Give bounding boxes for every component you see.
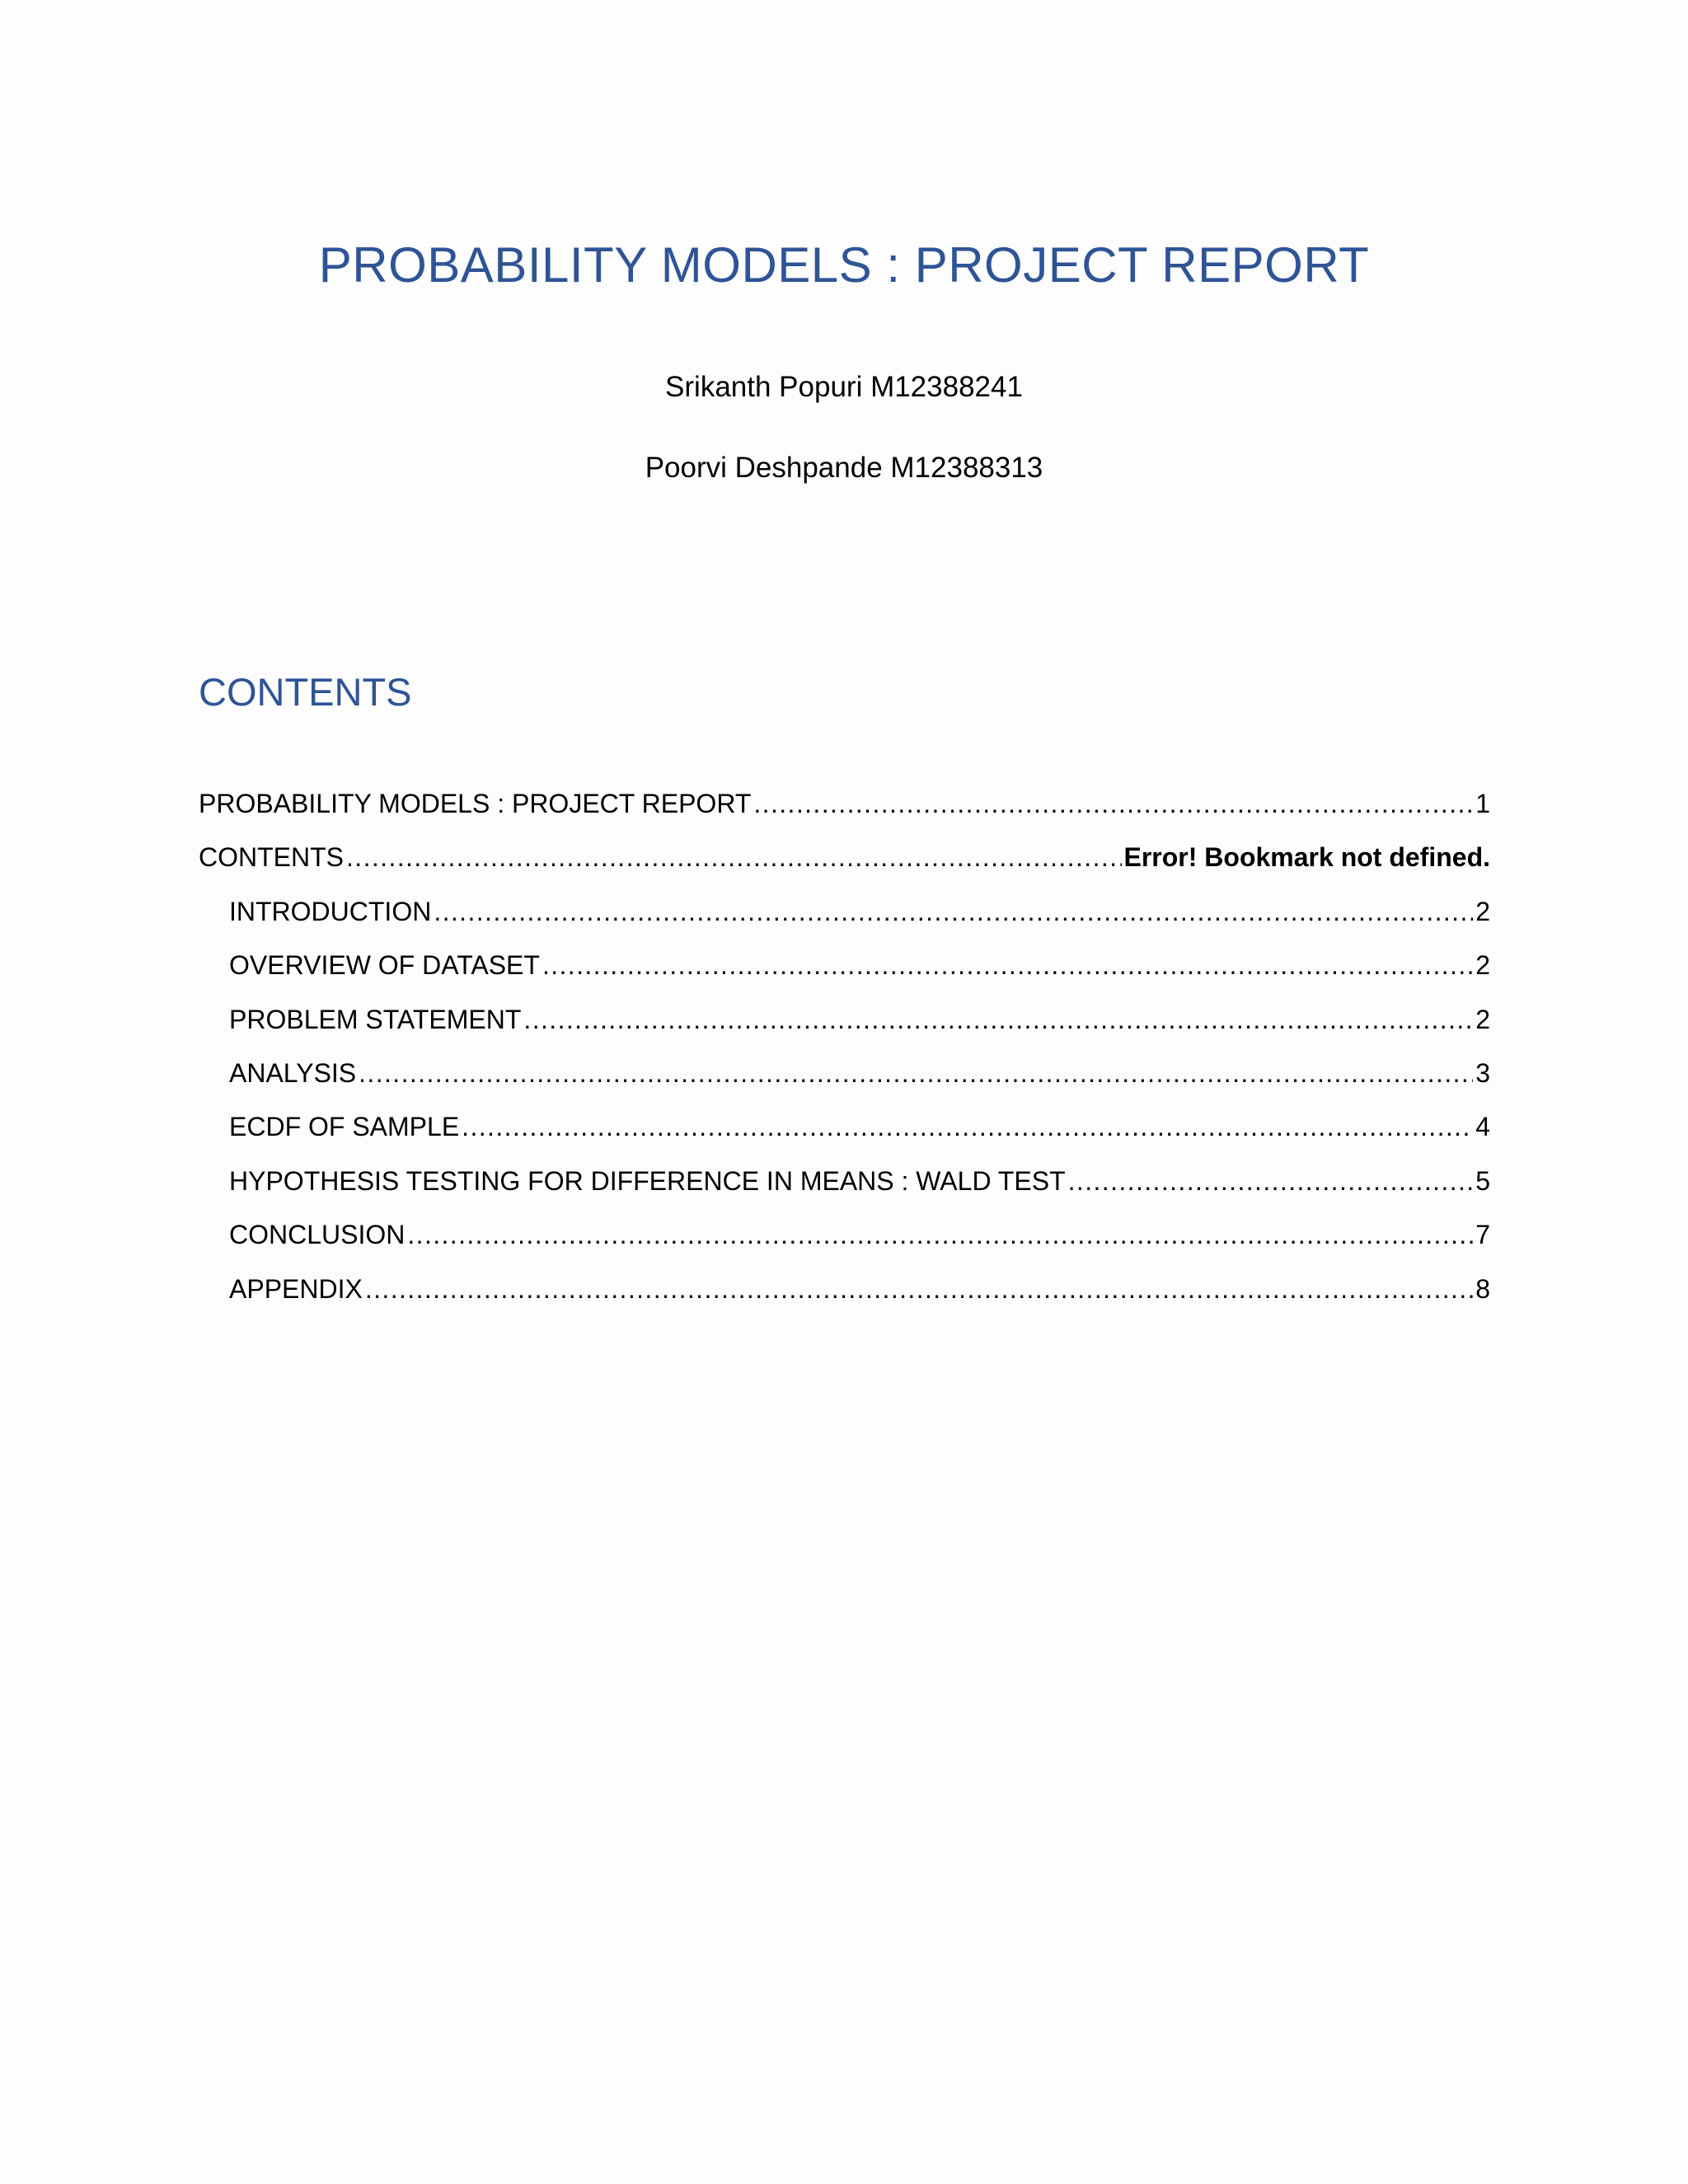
toc-dot-leader: [434, 895, 1473, 928]
table-of-contents: [199, 787, 1490, 1326]
toc-entry-label: PROBABILITY MODELS : PROJECT REPORT: [199, 789, 752, 818]
author-line-2: Poorvi Deshpande M12388313: [645, 452, 1043, 484]
toc-entry-appendix[interactable]: [199, 1272, 1490, 1326]
toc-entry-introduction[interactable]: [199, 895, 1490, 949]
toc-page-number: 4: [1475, 1112, 1490, 1142]
document-title: PROBABILITY MODELS : PROJECT REPORT: [318, 237, 1370, 293]
toc-page-number: 2: [1475, 950, 1490, 981]
toc-dot-leader: [359, 1057, 1473, 1090]
toc-entry-ecdf-of-sample[interactable]: [199, 1110, 1490, 1164]
toc-entry-label: CONTENTS: [199, 842, 344, 873]
toc-dot-leader: [542, 949, 1473, 982]
toc-entry-label: ANALYSIS: [229, 1057, 357, 1088]
toc-entry-label: HYPOTHESIS TESTING FOR DIFFERENCE IN MEANS : WALD TEST: [229, 1165, 1066, 1196]
toc-entry-label: INTRODUCTION: [229, 896, 432, 926]
toc-dot-leader: [753, 787, 1473, 820]
toc-entry-overview-of-dataset[interactable]: [199, 949, 1490, 1002]
toc-page-number: 2: [1475, 1004, 1490, 1034]
toc-entry-analysis[interactable]: [199, 1057, 1490, 1110]
toc-page-number: 7: [1475, 1220, 1490, 1250]
toc-entry-problem-statement[interactable]: [199, 1003, 1490, 1057]
toc-entry-conclusion[interactable]: [199, 1218, 1490, 1272]
toc-entry-label: PROBLEM STATEMENT: [229, 1004, 522, 1034]
toc-dot-leader: [523, 1003, 1473, 1036]
toc-entry-contents[interactable]: [199, 841, 1490, 894]
toc-dot-leader: [462, 1110, 1473, 1143]
author-line-1: Srikanth Popuri M12388241: [665, 371, 1023, 403]
toc-entry-label: ECDF OF SAMPLE: [229, 1112, 460, 1142]
contents-heading: CONTENTS: [199, 670, 412, 714]
toc-page-number: 3: [1475, 1057, 1490, 1088]
toc-dot-leader: [407, 1218, 1473, 1251]
toc-page-number: 8: [1475, 1273, 1490, 1304]
toc-page-number: 1: [1475, 789, 1490, 818]
toc-bookmark-error: Error! Bookmark not defined.: [1123, 842, 1490, 873]
toc-entry-label: CONCLUSION: [229, 1220, 406, 1250]
toc-dot-leader: [346, 841, 1122, 874]
toc-entry-report-title[interactable]: [199, 787, 1490, 841]
toc-entry-label: OVERVIEW OF DATASET: [229, 950, 540, 981]
toc-page-number: 5: [1475, 1165, 1490, 1196]
toc-dot-leader: [365, 1272, 1473, 1305]
toc-entry-label: APPENDIX: [229, 1273, 363, 1304]
toc-dot-leader: [1068, 1165, 1474, 1197]
toc-page-number: 2: [1475, 896, 1490, 926]
toc-entry-hypothesis-testing[interactable]: [199, 1165, 1490, 1218]
